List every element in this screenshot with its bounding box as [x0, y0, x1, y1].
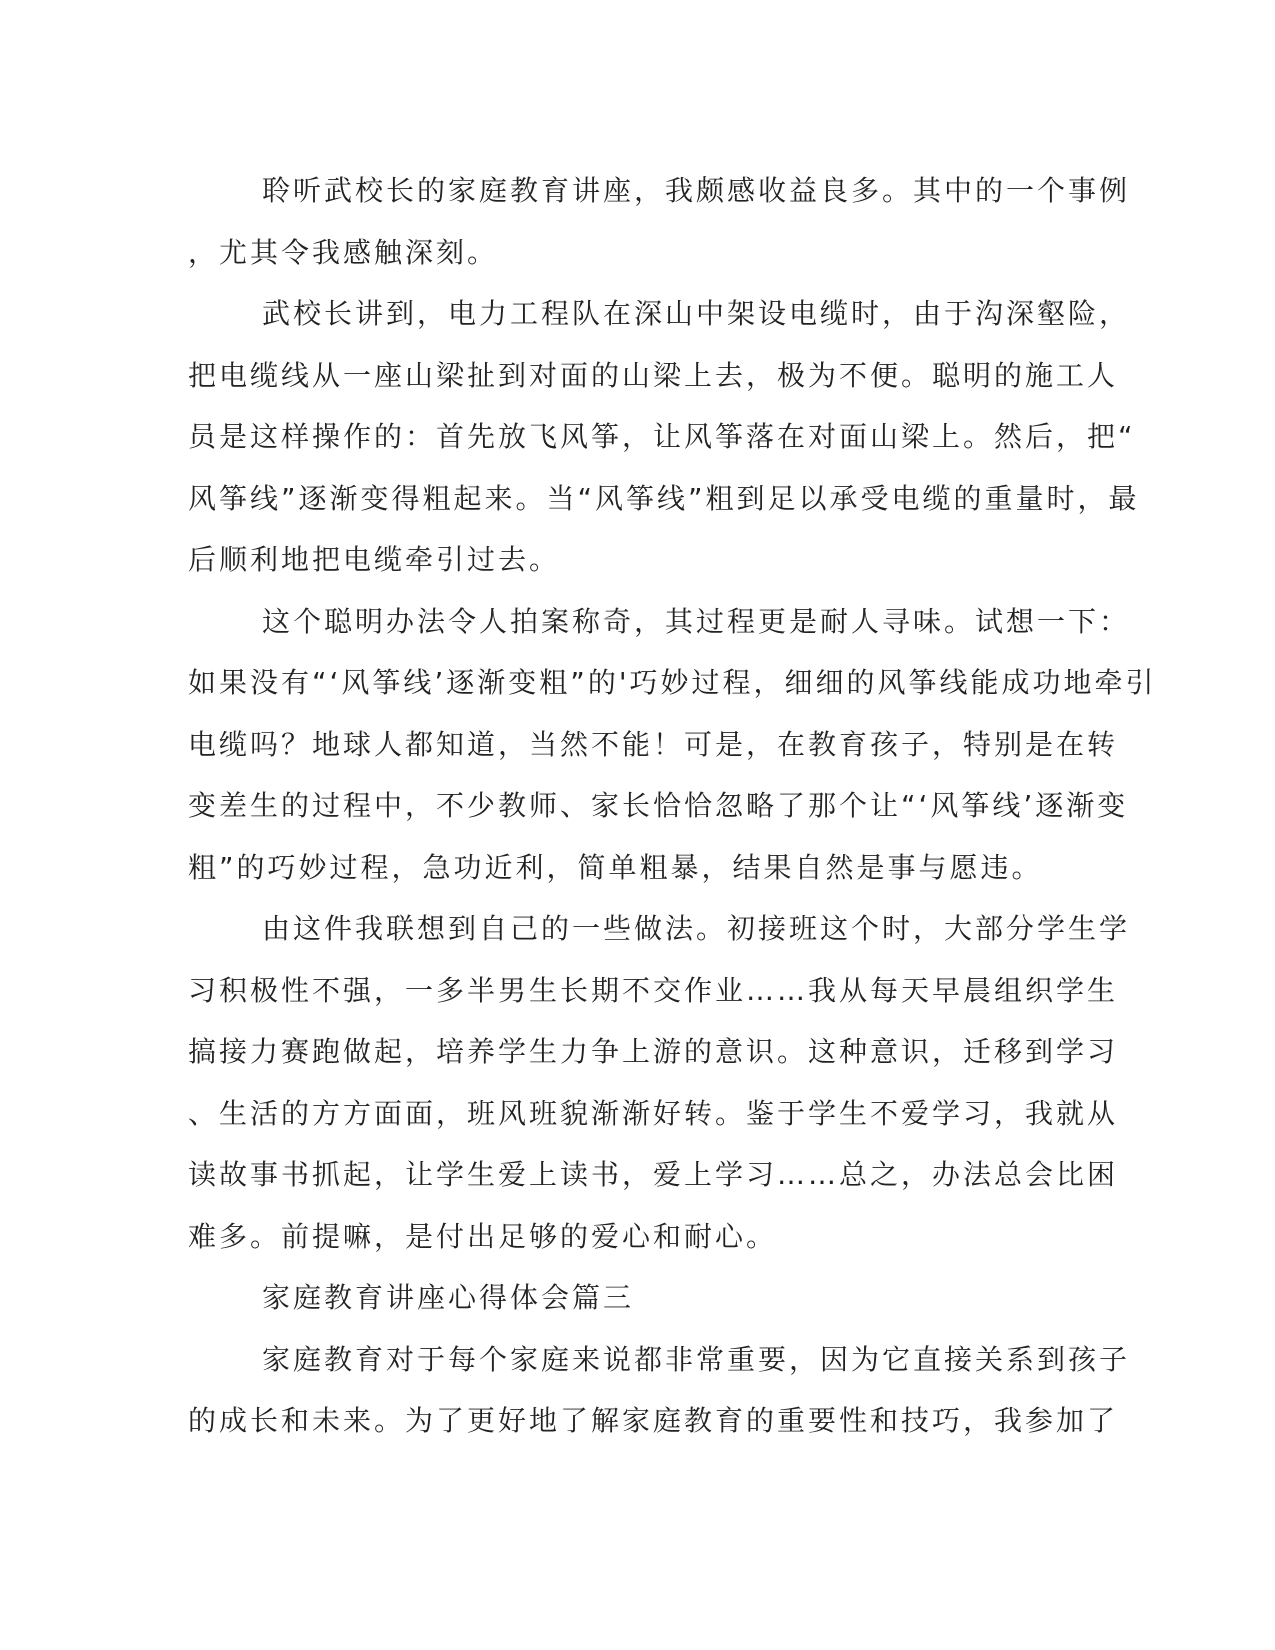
- text-line: 武校长讲到，电力工程队在深山中架设电缆时，由于沟深壑险，: [262, 297, 1131, 330]
- text-line: 变差生的过程中，不少教师、家长恰恰忽略了那个让“‘风筝线’逐渐变: [188, 789, 1129, 822]
- document-body: [188, 160, 1157, 1452]
- text-line: ，尤其令我感触深刻。: [188, 235, 499, 269]
- text-line: 习积极性不强，一多半男生长期不交作业……我从每天早晨组织学生: [188, 973, 1119, 1007]
- paragraph-5: [188, 1329, 1131, 1452]
- text-line: 电缆吗？地球人都知道，当然不能！可是，在教育孩子，特别是在转: [188, 727, 1119, 761]
- text-line: 读故事书抓起，让学生爱上读书，爱上学习……总之，办法总会比困: [188, 1158, 1119, 1191]
- text-line: 把电缆线从一座山梁扯到对面的山梁上去，极为不便。聪明的施工人: [188, 358, 1119, 392]
- paragraph-1: [188, 160, 1131, 283]
- paragraph-4: [188, 898, 1131, 1267]
- section-heading: [188, 1267, 1078, 1329]
- text-line: 风筝线”逐渐变得粗起来。当“风筝线”粗到足以承受电缆的重量时，最: [188, 481, 1140, 515]
- text-line: 难多。前提嘛，是付出足够的爱心和耐心。: [188, 1219, 778, 1253]
- section-title: 家庭教育讲座心得体会篇三: [262, 1281, 635, 1314]
- text-line: 家庭教育对于每个家庭来说都非常重要，因为它直接关系到孩子: [262, 1342, 1131, 1376]
- paragraph-3: [188, 591, 1157, 899]
- text-line: 的成长和未来。为了更好地了解家庭教育的重要性和技巧，我参加了: [188, 1404, 1119, 1437]
- paragraph-2: [188, 283, 1140, 591]
- text-line: 这个聪明办法令人拍案称奇，其过程更是耐人寻味。试想一下：: [262, 604, 1131, 638]
- text-line: 由这件我联想到自己的一些做法。初接班这个时，大部分学生学: [262, 912, 1131, 945]
- text-line: 粗”的巧妙过程，急功近利，简单粗暴，结果自然是事与愿违。: [188, 850, 1043, 884]
- text-line: 聆听武校长的家庭教育讲座，我颇感收益良多。其中的一个事例: [262, 174, 1131, 207]
- text-line: 、生活的方方面面，班风班貌渐渐好转。鉴于学生不爱学习，我就从: [188, 1096, 1119, 1130]
- text-line: 后顺利地把电缆牵引过去。: [188, 543, 561, 576]
- text-line: 员是这样操作的：首先放飞风筝，让风筝落在对面山梁上。然后，把“: [188, 420, 1136, 453]
- text-line: 如果没有“‘风筝线’逐渐变粗”的'巧妙过程，细细的风筝线能成功地牵引: [188, 666, 1157, 699]
- text-line: 搞接力赛跑做起，培养学生力争上游的意识。这种意识，迁移到学习: [188, 1035, 1119, 1068]
